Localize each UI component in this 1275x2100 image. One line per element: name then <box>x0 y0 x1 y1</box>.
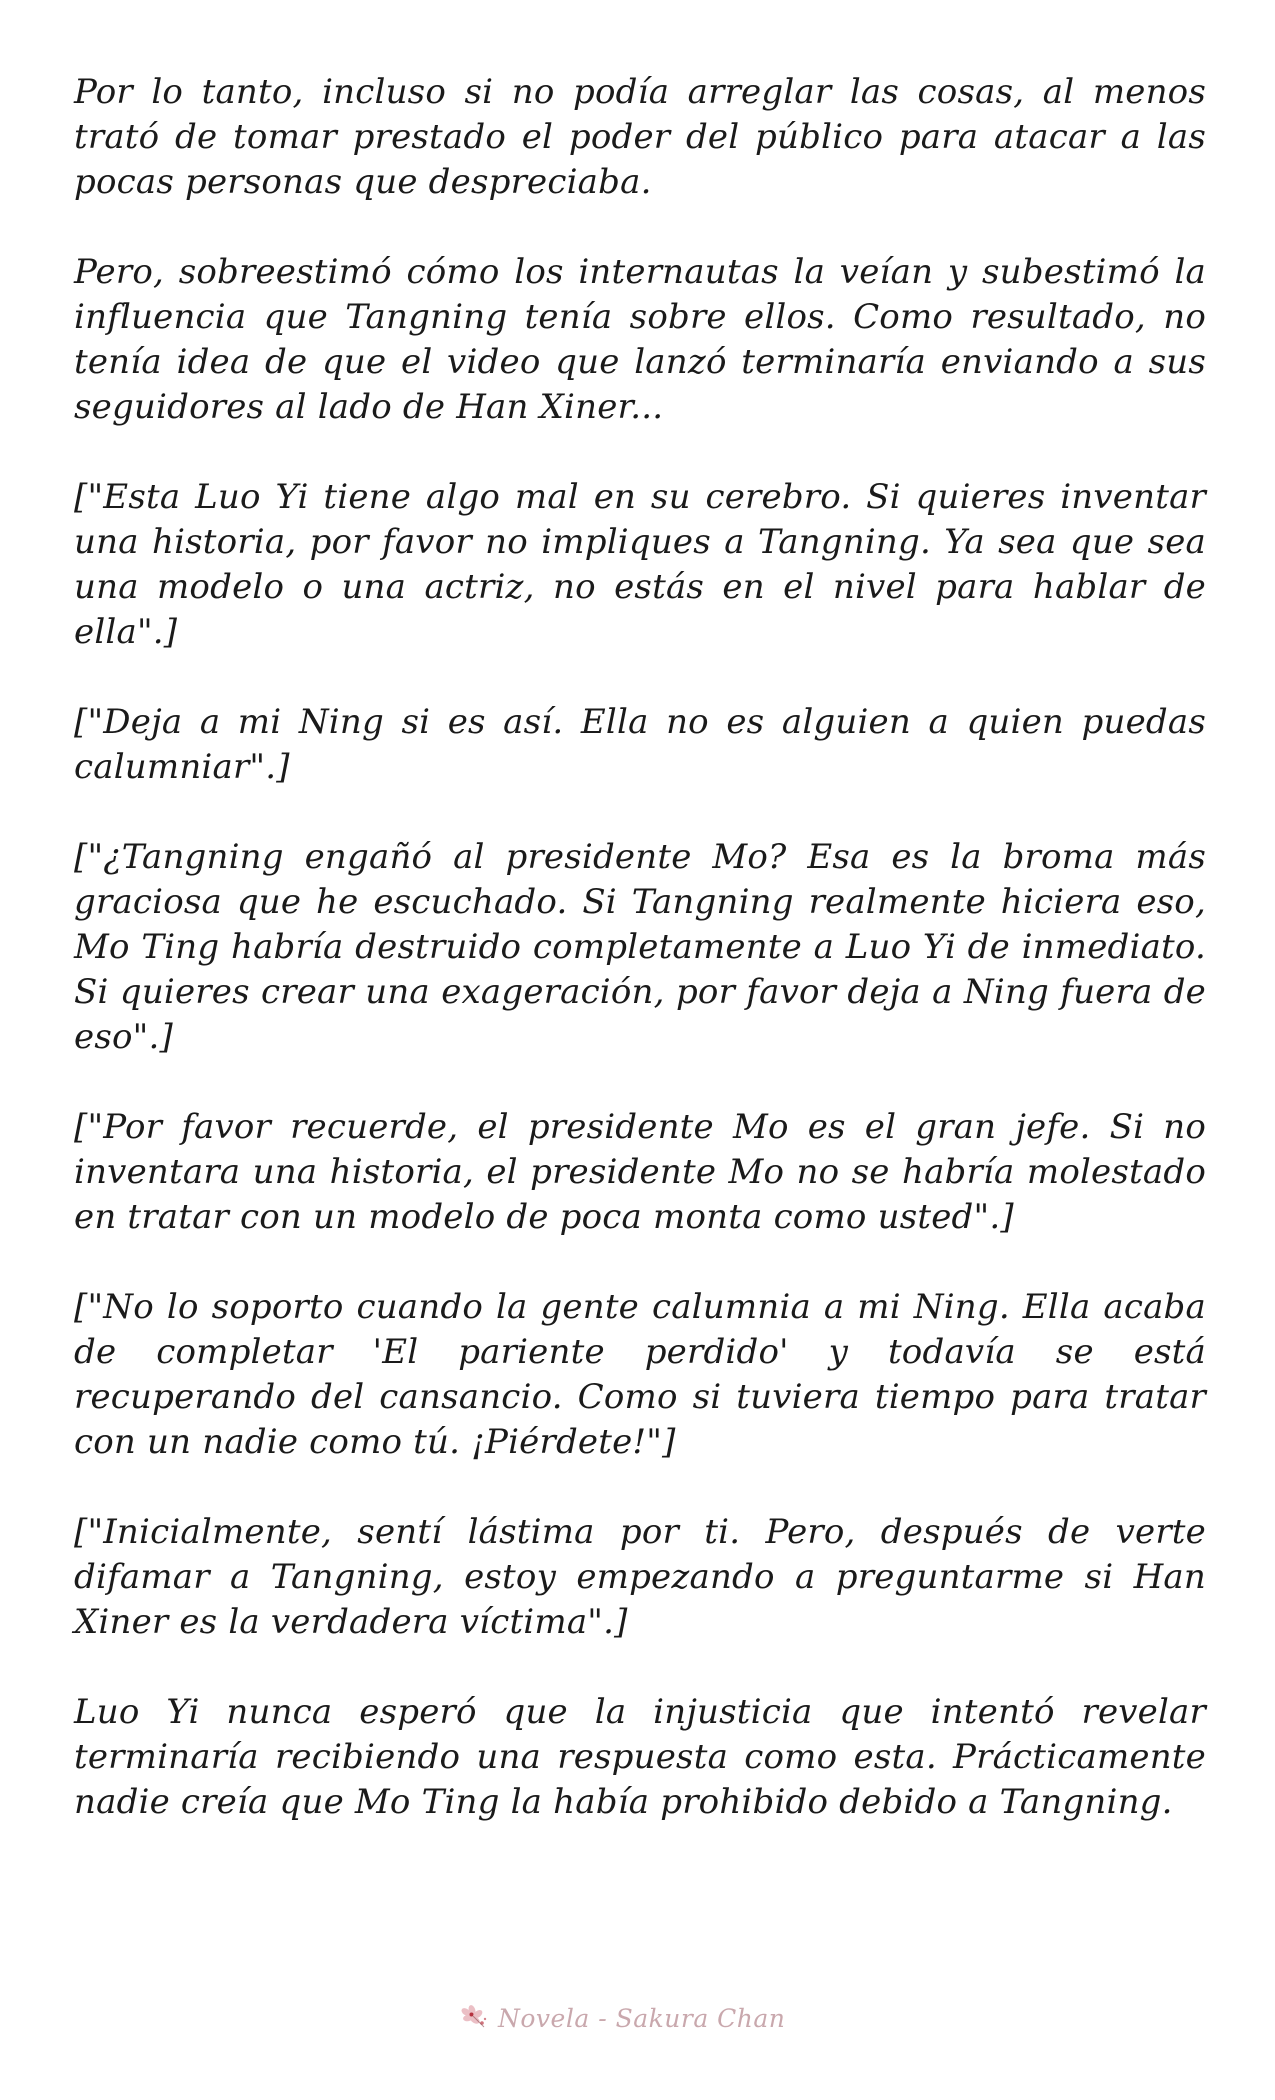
paragraph: Luo Yi nunca esperó que la injusticia que intentó revelar terminaría recibiendo una respuesta como esta. Prácticamente nadie creía que Mo Ting la había prohibido debido a Tangning. <box>74 1692 1206 1822</box>
paragraph: Pero, sobreestimó cómo los internautas la veían y subestimó la influencia que Tangning tenía sobre ellos. Como resultado, no tenía idea de que el video que lanzó terminaría enviando a sus seguidores al lado de Han Xiner... <box>74 252 1206 427</box>
paragraph: ["No lo soporto cuando la gente calumnia a mi Ning. Ella acaba de completar 'El pariente perdido' y todavía se está recuperando del cansancio. Como si tuviera tiempo para tratar con un nadie como tú. ¡Piérdete!"] <box>74 1287 1206 1462</box>
paragraph: ["Esta Luo Yi tiene algo mal en su cerebro. Si quieres inventar una historia, por favor no impliques a Tangning. Ya sea que sea una modelo o una actriz, no estás en el nivel para hablar de ella".] <box>74 477 1206 652</box>
paragraph: ["¿Tangning engañó al presidente Mo? Esa es la broma más graciosa que he escuchado. Si Tangning realmente hiciera eso, Mo Ting habría destruido completamente a Luo Yi de inmediato. Si quieres crear una exageración, por favor deja a Ning fuera de eso".] <box>74 837 1206 1057</box>
paragraph: ["Deja a mi Ning si es así. Ella no es alguien a quien puedas calumniar".] <box>74 702 1206 787</box>
sakura-flower-icon <box>460 2003 490 2033</box>
paragraph: Por lo tanto, incluso si no podía arreglar las cosas, al menos trató de tomar prestado el poder del público para atacar a las pocas personas que despreciaba. <box>74 72 1206 202</box>
watermark-text: Novela - Sakura Chan <box>498 2003 786 2033</box>
paragraph: ["Por favor recuerde, el presidente Mo es el gran jefe. Si no inventara una historia, el presidente Mo no se habría molestado en tratar con un modelo de poca monta como usted".] <box>74 1107 1206 1237</box>
watermark <box>460 1998 785 2038</box>
paragraph: ["Inicialmente, sentí lástima por ti. Pero, después de verte difamar a Tangning, estoy empezando a preguntarme si Han Xiner es la verdadera víctima".] <box>74 1512 1206 1642</box>
document-body <box>74 70 1206 1870</box>
